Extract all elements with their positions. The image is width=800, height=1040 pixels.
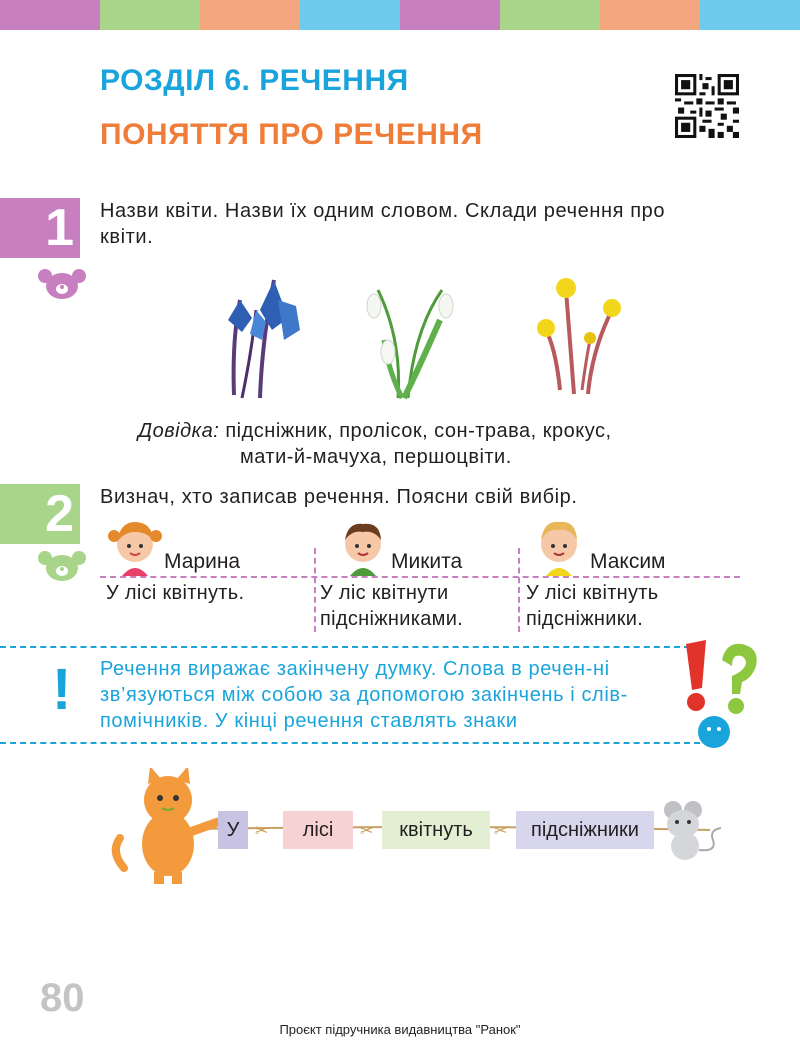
bow-knot-icon: ✂	[255, 823, 269, 840]
exercise-number-badge: 2	[0, 484, 80, 544]
exclamation-icon: !	[52, 657, 72, 722]
exercise-2-text: Визнач, хто записав речення. Поясни свій вибір.	[100, 486, 578, 508]
hint-line-1	[138, 418, 612, 444]
stripe-segment	[700, 0, 800, 30]
coltsfoot-flower-icon	[530, 260, 630, 400]
girl-avatar-icon	[108, 516, 162, 576]
rule-text: Речення виражає закінчену думку. Слова в речен-ні зв’язуються між собою за допомогою закінчень і слів-помічників. У кінці речення ставлять знаки	[100, 658, 628, 732]
stripe-segment	[100, 0, 200, 30]
punctuation-marks-icon	[676, 636, 766, 754]
rule-border-bottom	[0, 742, 700, 744]
stripe-segment	[200, 0, 300, 30]
kid-name: Максим	[590, 550, 666, 573]
cat-icon	[110, 768, 230, 884]
top-color-stripe	[0, 0, 800, 30]
stripe-segment	[0, 0, 100, 30]
word-card: У	[218, 811, 248, 849]
word-card: лісі	[283, 811, 353, 849]
kid-name: Марина	[164, 550, 241, 573]
scilla-flower-icon	[212, 260, 312, 400]
qr-code-icon[interactable]	[675, 74, 739, 138]
sentence-option: У лісі квітнуть підсніжники.	[526, 582, 659, 630]
hint-words-2: мати-й-мачуха, першоцвіти.	[240, 446, 512, 468]
page-number: 80	[40, 976, 85, 1020]
rule-border-top	[0, 646, 690, 648]
kid-name: Микита	[391, 550, 463, 573]
exercise-1-text: Назви квіти. Назви їх одним словом. Склади речення про квіти.	[100, 200, 666, 248]
topic-title: ПОНЯТТЯ ПРО РЕЧЕННЯ	[100, 118, 483, 151]
dog-face-icon	[38, 548, 86, 584]
word-card: підсніжники	[516, 811, 654, 849]
chapter-title: РОЗДІЛ 6. РЕЧЕННЯ	[100, 64, 409, 97]
stripe-segment	[300, 0, 400, 30]
stripe-segment	[500, 0, 600, 30]
dog-face-icon	[38, 266, 86, 302]
column-divider	[518, 548, 520, 632]
snowdrop-flower-icon	[358, 260, 458, 400]
boy-avatar-icon	[532, 516, 586, 576]
bow-knot-icon: ✂	[360, 823, 374, 840]
sentence-option: У лісі квітнуть.	[106, 582, 245, 604]
footer-text: Проєкт підручника видавництва "Ранок"	[279, 1022, 521, 1037]
exercise-number-badge: 1	[0, 198, 80, 258]
hint-label: Довідка:	[138, 420, 220, 442]
boy-avatar-icon	[336, 516, 390, 576]
stripe-segment	[400, 0, 500, 30]
stripe-segment	[600, 0, 700, 30]
sentence-option: У ліс квітнути підсніжниками.	[320, 582, 464, 630]
mouse-icon	[655, 800, 725, 862]
word-card: квітнуть	[382, 811, 490, 849]
bow-knot-icon: ✂	[494, 823, 508, 840]
column-divider	[314, 548, 316, 632]
table-divider	[100, 576, 740, 578]
hint-words-1: підсніжник, пролісок, сон-трава, крокус,	[225, 420, 612, 442]
